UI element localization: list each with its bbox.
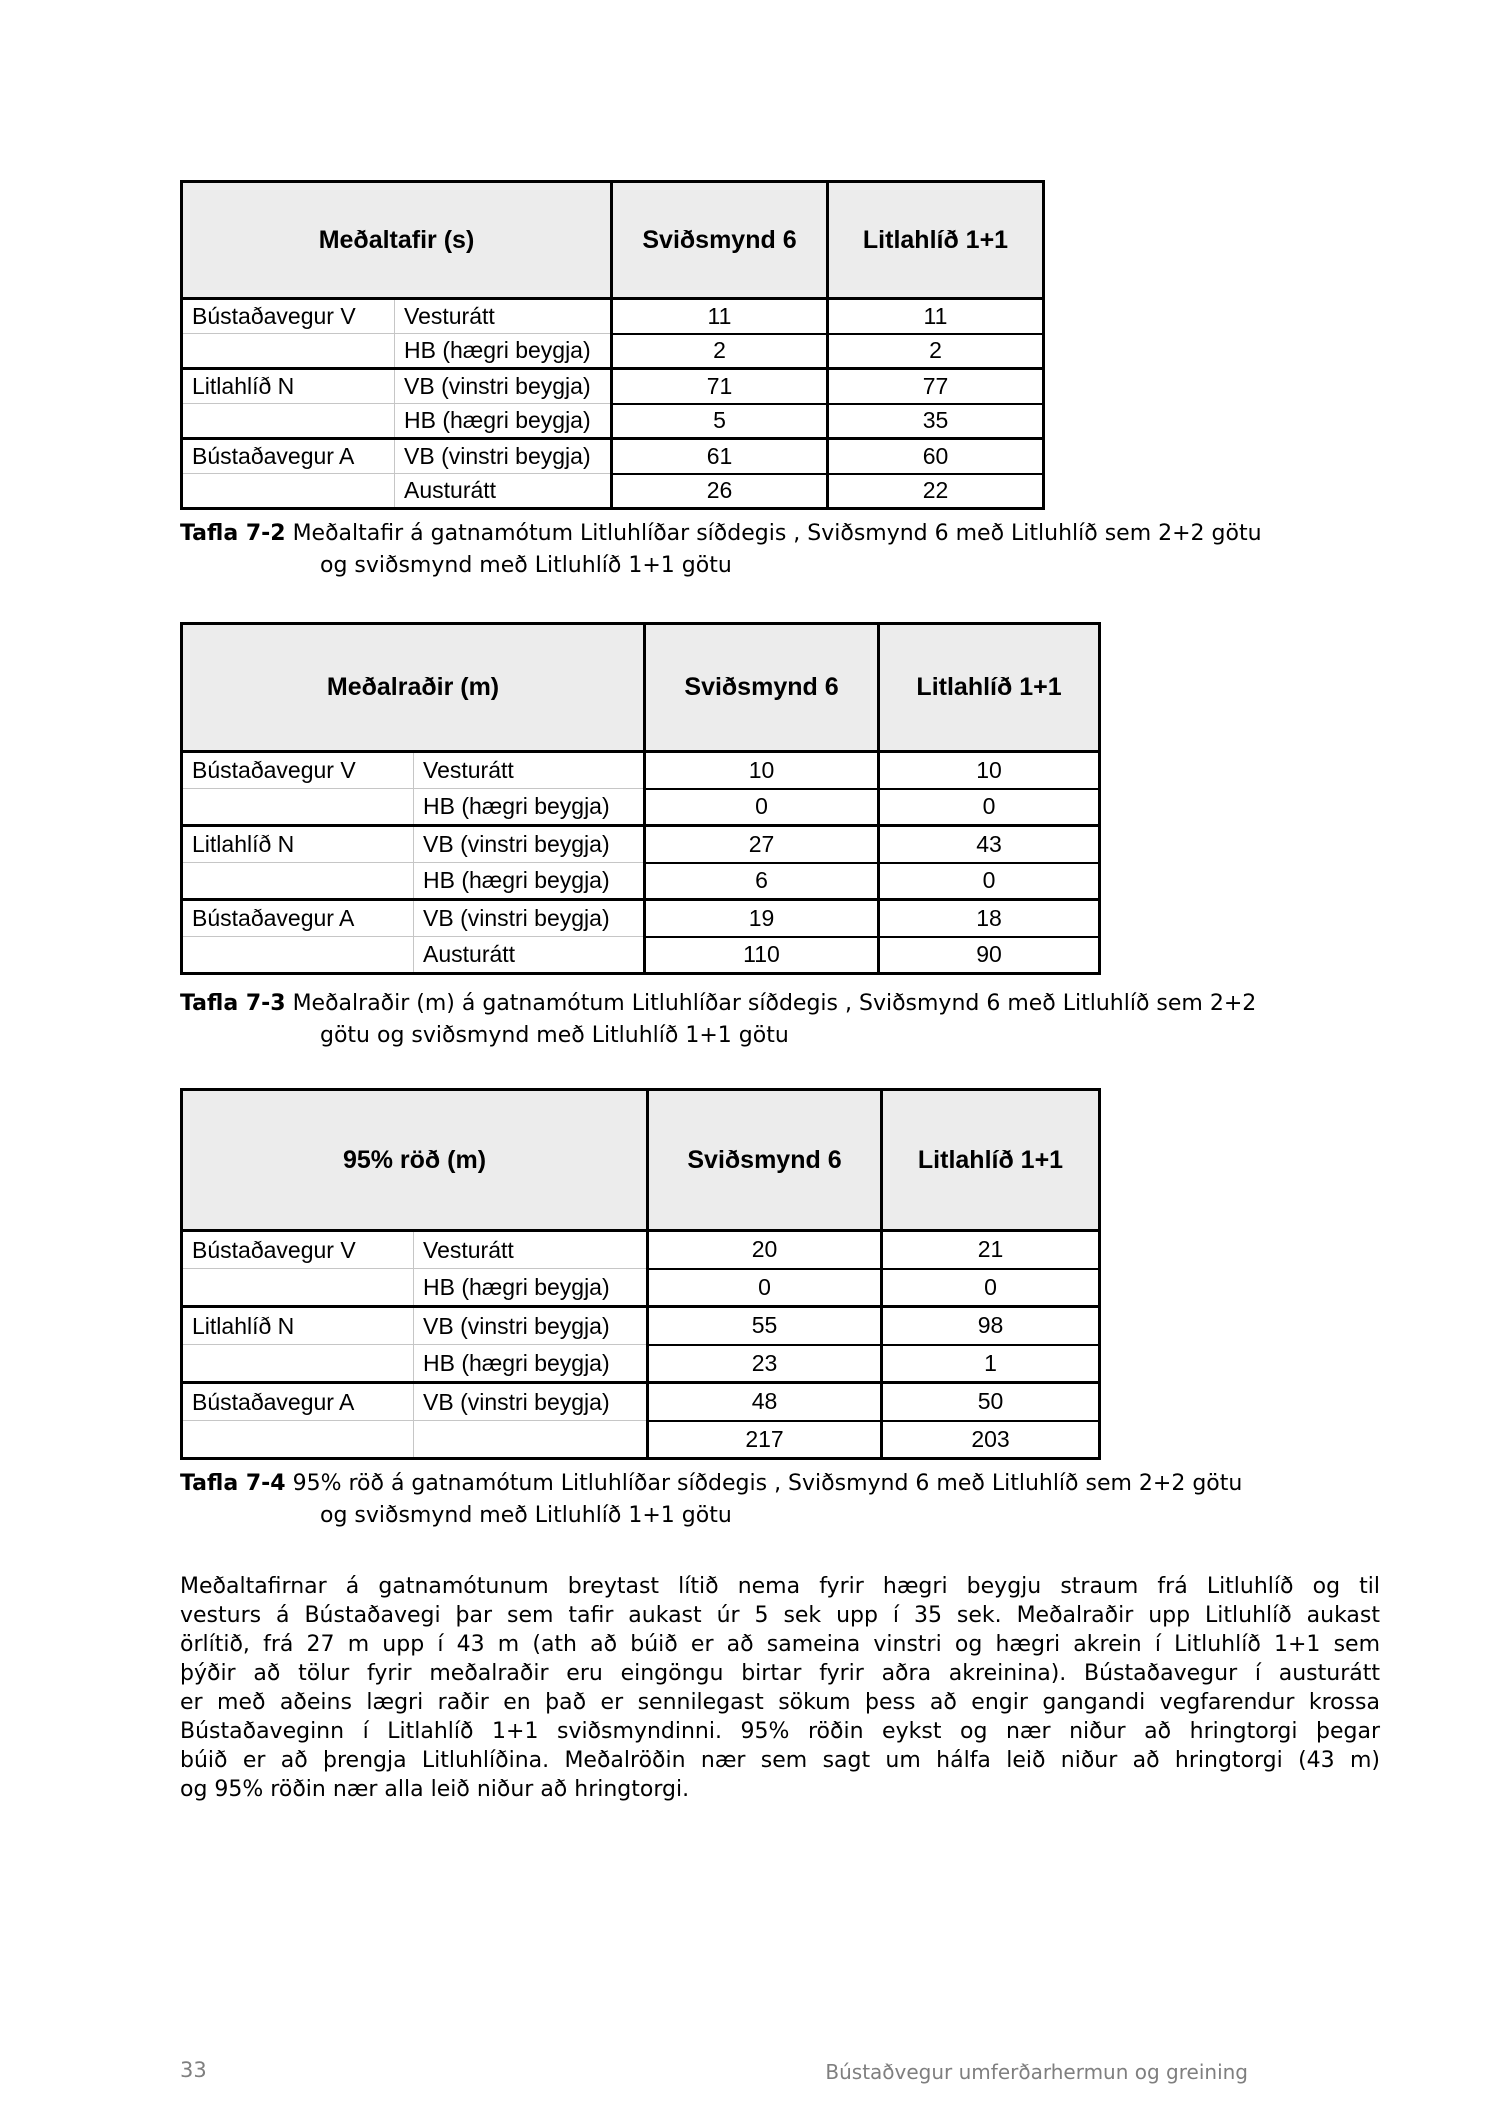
- table-row: [182, 1231, 1100, 1269]
- litlahlid-value-cell: 98: [882, 1307, 1100, 1345]
- approach-cell: Bústaðavegur V: [182, 752, 414, 789]
- approach-cell: [182, 1421, 414, 1459]
- scenario6-value-cell: 26: [612, 474, 828, 509]
- litlahlid-value-cell: 10: [879, 752, 1100, 789]
- table-row: [182, 826, 1100, 863]
- paragraph-line: Bústaðaveginn í Litlahlíð 1+1 sviðsmyndinni. 95% röðin eykst og nær niður að hringtorgi þegar: [180, 1719, 1380, 1744]
- movement-cell: HB (hægri beygja): [395, 334, 612, 369]
- scenario6-value-cell: 20: [648, 1231, 882, 1269]
- table-row: [182, 439, 1044, 474]
- caption-label: Tafla 7-3: [180, 991, 286, 1016]
- paragraph-line: og 95% röðin nær alla leið niður að hringtorgi.: [180, 1777, 690, 1802]
- approach-cell: [182, 474, 395, 509]
- caption-line: [180, 1468, 1390, 1500]
- caption-line: götu og sviðsmynd með Litluhlíð 1+1 götu: [320, 1023, 789, 1048]
- movement-cell: HB (hægri beygja): [395, 404, 612, 439]
- scenario6-value-cell: 11: [612, 299, 828, 334]
- movement-cell: HB (hægri beygja): [414, 1345, 648, 1383]
- movement-cell: [414, 1421, 648, 1459]
- paragraph-line: er með aðeins lægri raðir en það er sennilegast sökum þess að engir gangandi vegfarendur krossa: [180, 1690, 1380, 1715]
- table-title-cell: Meðalraðir (m): [182, 624, 645, 752]
- litlahlid-value-cell: 2: [828, 334, 1044, 369]
- litlahlid-value-cell: 77: [828, 369, 1044, 404]
- approach-cell: Bústaðavegur A: [182, 1383, 414, 1421]
- approach-cell: Litlahlíð N: [182, 369, 395, 404]
- scenario6-value-cell: 110: [645, 937, 879, 974]
- scenario6-value-cell: 23: [648, 1345, 882, 1383]
- movement-cell: HB (hægri beygja): [414, 789, 645, 826]
- table-row: [182, 900, 1100, 937]
- litlahlid-value-cell: 203: [882, 1421, 1100, 1459]
- scenario6-value-cell: 217: [648, 1421, 882, 1459]
- table-caption-7-2: [180, 518, 1390, 582]
- paragraph-line: örlítið, frá 27 m upp í 43 m (ath að búið er að sameina vinstri og hægri akrein í Litluhlíð 1+1 sem: [180, 1632, 1380, 1657]
- table-row: [182, 1421, 1100, 1459]
- table-title-cell: Meðaltafir (s): [182, 182, 612, 299]
- movement-cell: HB (hægri beygja): [414, 863, 645, 900]
- movement-cell: Vesturátt: [414, 1231, 648, 1269]
- approach-cell: Bústaðavegur A: [182, 439, 395, 474]
- caption-line: [180, 988, 1390, 1020]
- scenario6-value-cell: 27: [645, 826, 879, 863]
- column-header-litlahlid: Litlahlíð 1+1: [828, 182, 1044, 299]
- approach-cell: [182, 1269, 414, 1307]
- scenario6-value-cell: 5: [612, 404, 828, 439]
- scenario6-value-cell: 2: [612, 334, 828, 369]
- litlahlid-value-cell: 1: [882, 1345, 1100, 1383]
- table-row: [182, 369, 1044, 404]
- approach-cell: [182, 404, 395, 439]
- movement-cell: Vesturátt: [414, 752, 645, 789]
- scenario6-value-cell: 6: [645, 863, 879, 900]
- movement-cell: VB (vinstri beygja): [414, 1383, 648, 1421]
- scenario6-value-cell: 48: [648, 1383, 882, 1421]
- movement-cell: VB (vinstri beygja): [395, 439, 612, 474]
- table-caption-7-3: [180, 988, 1390, 1052]
- caption-line: [180, 518, 1390, 550]
- scenario6-value-cell: 61: [612, 439, 828, 474]
- table-header-row: [182, 182, 1044, 299]
- table-row: [182, 937, 1100, 974]
- column-header-scenario6: Sviðsmynd 6: [612, 182, 828, 299]
- table-row: [182, 334, 1044, 369]
- scenario6-value-cell: 0: [648, 1269, 882, 1307]
- approach-cell: Litlahlíð N: [182, 1307, 414, 1345]
- movement-cell: HB (hægri beygja): [414, 1269, 648, 1307]
- approach-cell: Bústaðavegur V: [182, 1231, 414, 1269]
- paragraph-line: Meðaltafirnar á gatnamótunum breytast lítið nema fyrir hægri beygju straum frá Litluhlíð og til: [180, 1574, 1380, 1599]
- scenario6-value-cell: 55: [648, 1307, 882, 1345]
- movement-cell: Vesturátt: [395, 299, 612, 334]
- column-header-litlahlid: Litlahlíð 1+1: [882, 1090, 1100, 1231]
- table-mean-queues: [180, 622, 1101, 975]
- litlahlid-value-cell: 11: [828, 299, 1044, 334]
- approach-cell: Bústaðavegur V: [182, 299, 395, 334]
- table-header-row: [182, 624, 1100, 752]
- scenario6-value-cell: 10: [645, 752, 879, 789]
- litlahlid-value-cell: 22: [828, 474, 1044, 509]
- movement-cell: VB (vinstri beygja): [414, 826, 645, 863]
- table-row: [182, 863, 1100, 900]
- table-row: [182, 1269, 1100, 1307]
- table-caption-7-4: [180, 1468, 1390, 1532]
- litlahlid-value-cell: 0: [882, 1269, 1100, 1307]
- scenario6-value-cell: 71: [612, 369, 828, 404]
- table-row: [182, 752, 1100, 789]
- litlahlid-value-cell: 50: [882, 1383, 1100, 1421]
- table-95pct-queues: [180, 1088, 1101, 1460]
- table-header-row: [182, 1090, 1100, 1231]
- movement-cell: VB (vinstri beygja): [395, 369, 612, 404]
- page-number: 33: [180, 2058, 207, 2082]
- litlahlid-value-cell: 21: [882, 1231, 1100, 1269]
- caption-text: 95% röð á gatnamótum Litluhlíðar síðdegis , Sviðsmynd 6 með Litluhlíð sem 2+2 götu: [292, 1471, 1243, 1496]
- table-row: [182, 1307, 1100, 1345]
- paragraph-line: búið er að þrengja Litluhlíðina. Meðalröðin nær sem sagt um hálfa leið niður að hringtorgi (43 m): [180, 1748, 1380, 1773]
- table-row: [182, 1383, 1100, 1421]
- litlahlid-value-cell: 0: [879, 863, 1100, 900]
- caption-line: og sviðsmynd með Litluhlíð 1+1 götu: [320, 553, 732, 578]
- caption-text: Meðaltafir á gatnamótum Litluhlíðar síðdegis , Sviðsmynd 6 með Litluhlíð sem 2+2 götu: [292, 521, 1262, 546]
- paragraph-line: vesturs á Bústaðavegi þar sem tafir aukast úr 5 sek upp í 35 sek. Meðalraðir upp Litluhlíð aukast: [180, 1603, 1380, 1628]
- approach-cell: [182, 1345, 414, 1383]
- approach-cell: [182, 937, 414, 974]
- movement-cell: VB (vinstri beygja): [414, 900, 645, 937]
- column-header-litlahlid: Litlahlíð 1+1: [879, 624, 1100, 752]
- table-row: [182, 789, 1100, 826]
- caption-label: Tafla 7-4: [180, 1471, 286, 1496]
- table-mean-delays: [180, 180, 1045, 510]
- approach-cell: [182, 334, 395, 369]
- litlahlid-value-cell: 90: [879, 937, 1100, 974]
- footer-document-title: Bústaðvegur umferðarhermun og greining: [825, 2060, 1248, 2084]
- litlahlid-value-cell: 43: [879, 826, 1100, 863]
- table-row: [182, 474, 1044, 509]
- scenario6-value-cell: 0: [645, 789, 879, 826]
- column-header-scenario6: Sviðsmynd 6: [648, 1090, 882, 1231]
- approach-cell: [182, 789, 414, 826]
- movement-cell: VB (vinstri beygja): [414, 1307, 648, 1345]
- column-header-scenario6: Sviðsmynd 6: [645, 624, 879, 752]
- table-title-cell: 95% röð (m): [182, 1090, 648, 1231]
- caption-text: Meðalraðir (m) á gatnamótum Litluhlíðar síðdegis , Sviðsmynd 6 með Litluhlíð sem 2+2: [292, 991, 1257, 1016]
- approach-cell: [182, 863, 414, 900]
- scenario6-value-cell: 19: [645, 900, 879, 937]
- litlahlid-value-cell: 35: [828, 404, 1044, 439]
- litlahlid-value-cell: 60: [828, 439, 1044, 474]
- approach-cell: Bústaðavegur A: [182, 900, 414, 937]
- table-row: [182, 299, 1044, 334]
- litlahlid-value-cell: 0: [879, 789, 1100, 826]
- analysis-paragraph: [180, 1572, 1380, 1804]
- table-row: [182, 404, 1044, 439]
- approach-cell: Litlahlíð N: [182, 826, 414, 863]
- caption-label: Tafla 7-2: [180, 521, 286, 546]
- table-row: [182, 1345, 1100, 1383]
- movement-cell: Austurátt: [414, 937, 645, 974]
- caption-line: og sviðsmynd með Litluhlíð 1+1 götu: [320, 1503, 732, 1528]
- movement-cell: Austurátt: [395, 474, 612, 509]
- paragraph-line: þýðir að tölur fyrir meðalraðir eru eingöngu birtar fyrir aðra akreinina). Bústaðavegur í austurátt: [180, 1661, 1380, 1686]
- litlahlid-value-cell: 18: [879, 900, 1100, 937]
